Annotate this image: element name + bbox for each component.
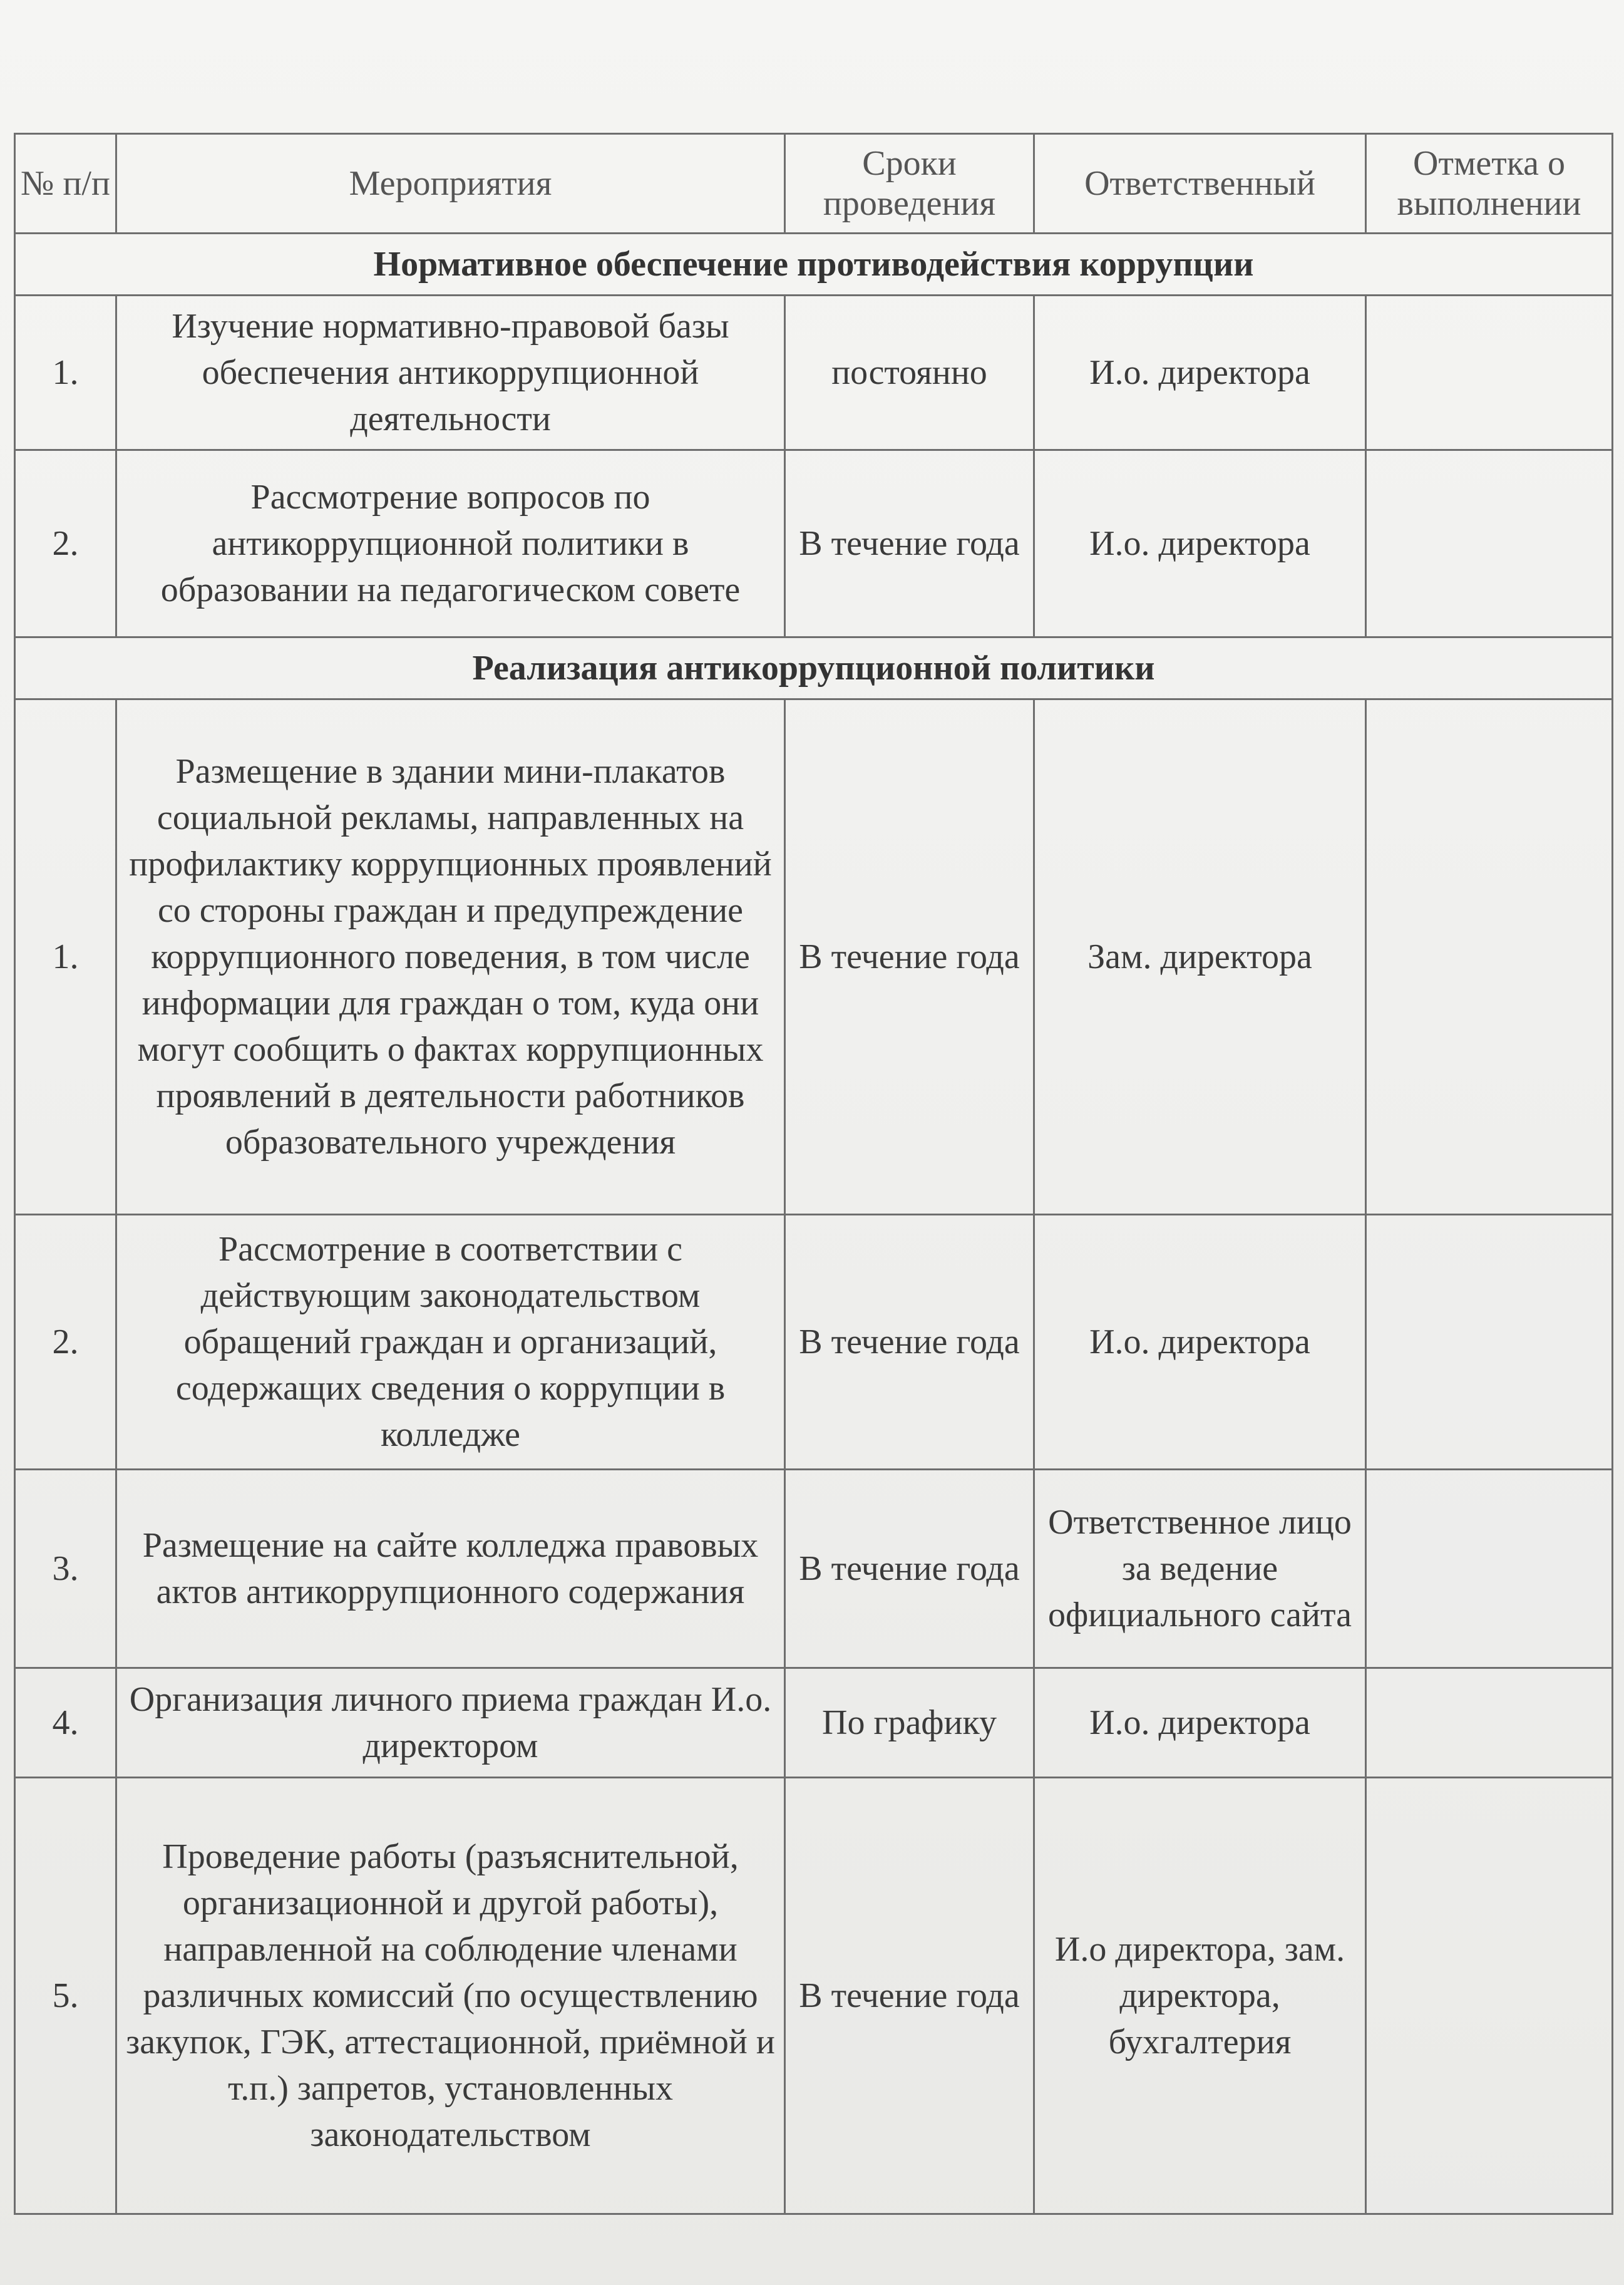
row-responsible: И.о. директора [1034,1668,1366,1778]
row-event: Размещение в здании мини-плакатов социальной рекламы, направленных на профилактику коррупционных проявлений со стороны граждан и предупреждение коррупционного поведения, в том числе информации для граждан о том, куда они могут сообщить о фактах коррупционных проявлений в деятельности работников образовательного учреждения [116,699,785,1215]
row-mark [1366,1215,1613,1470]
row-num: 5. [15,1778,116,2214]
header-mark: Отметка о выполнении [1366,134,1613,234]
row-num: 3. [15,1470,116,1668]
row-mark [1366,699,1613,1215]
row-event: Размещение на сайте колледжа правовых актов антикоррупционного содержания [116,1470,785,1668]
section-title: Нормативное обеспечение противодействия коррупции [15,234,1613,296]
row-responsible: И.о. директора [1034,450,1366,637]
row-event: Изучение нормативно-правовой базы обеспечения антикоррупционной деятельности [116,296,785,450]
row-num: 1. [15,699,116,1215]
row-event: Проведение работы (разъяснительной, организационной и другой работы), направленной на соблюдение членами различных комиссий (по осуществлению закупок, ГЭК, аттестационной, приёмной и т.п.) запретов, установленных законодательством [116,1778,785,2214]
row-term: В течение года [785,1778,1034,2214]
anti-corruption-plan-table [14,133,1613,2215]
row-term: В течение года [785,699,1034,1215]
row-num: 1. [15,296,116,450]
table-row [15,1668,1613,1778]
header-num: № п/п [15,134,116,234]
row-mark [1366,450,1613,637]
row-event: Рассмотрение в соответствии с действующим законодательством обращений граждан и организаций, содержащих сведения о коррупции в колледже [116,1215,785,1470]
row-mark [1366,296,1613,450]
row-term: постоянно [785,296,1034,450]
table-row [15,296,1613,450]
header-term: Сроки проведения [785,134,1034,234]
row-mark [1366,1470,1613,1668]
table-header-row [15,134,1613,234]
table-row [15,1215,1613,1470]
table-row [15,1470,1613,1668]
row-term: В течение года [785,450,1034,637]
row-term: В течение года [785,1470,1034,1668]
row-num: 2. [15,1215,116,1470]
row-responsible: Зам. директора [1034,699,1366,1215]
section-title: Реализация антикоррупционной политики [15,637,1613,699]
header-responsible: Ответственный [1034,134,1366,234]
row-mark [1366,1668,1613,1778]
row-num: 2. [15,450,116,637]
row-mark [1366,1778,1613,2214]
table-row [15,450,1613,637]
row-term: По графику [785,1668,1034,1778]
row-term: В течение года [785,1215,1034,1470]
table-row [15,1778,1613,2214]
row-responsible: И.о. директора [1034,296,1366,450]
row-responsible: И.о. директора [1034,1215,1366,1470]
header-event: Мероприятия [116,134,785,234]
row-num: 4. [15,1668,116,1778]
row-event: Организация личного приема граждан И.о. директором [116,1668,785,1778]
table-row [15,699,1613,1215]
section-row [15,234,1613,296]
section-row [15,637,1613,699]
row-event: Рассмотрение вопросов по антикоррупционной политики в образовании на педагогическом совете [116,450,785,637]
row-responsible: И.о директора, зам. директора, бухгалтерия [1034,1778,1366,2214]
row-responsible: Ответственное лицо за ведение официального сайта [1034,1470,1366,1668]
